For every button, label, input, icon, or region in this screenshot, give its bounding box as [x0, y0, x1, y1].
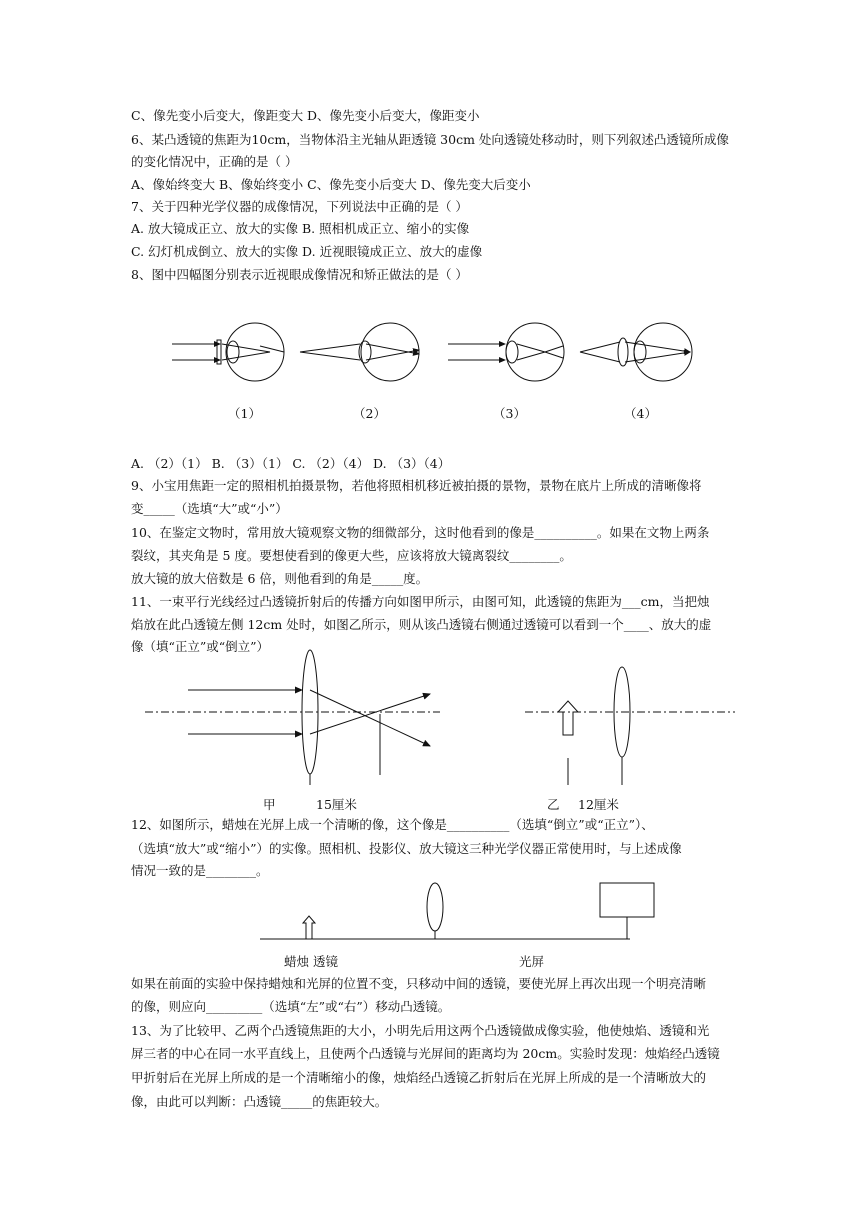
question-12-followup: 如果在前面的实验中保持蜡烛和光屏的位置不变，只移动中间的透镜，要使光屏上再次出现一个明亮清晰 — [131, 976, 707, 991]
eye-2 — [300, 323, 419, 381]
question-6-stem-cont: 的变化情况中，正确的是（ ） — [131, 154, 298, 169]
question-10-stem: 10、在鉴定文物时，常用放大镜观察文物的细微部分，这时他看到的像是__________。如果在文物上两条 — [131, 525, 710, 540]
question-9-blank: 变_____（选填“大”或“小”） — [131, 501, 288, 516]
question-13-stem: 13、为了比较甲、乙两个凸透镜焦距的大小，小明先后用这两个凸透镜做成像实验，他使烛焰、透镜和光 — [131, 1023, 710, 1038]
figure-11-jia-distance: 15厘米 — [316, 797, 357, 812]
question-6-options: A、像始终变大 B、像始终变小 C、像先变小后变大 D、像先变大后变小 — [131, 177, 531, 192]
eye-3 — [448, 323, 564, 381]
figure-11-yi-distance: 12厘米 — [578, 797, 619, 812]
eye-caption-4: （4） — [624, 406, 657, 421]
question-12-followup-blank: 的像，则应向_________（选填“左”或“右”）移动凸透镜。 — [131, 999, 451, 1014]
question-11-stem-cont: 焰放在此凸透镜左侧 12cm 处时，如图乙所示，则从该凸透镜右侧通过透镜可以看到一个____、放大的虚 — [131, 617, 712, 632]
eye-caption-3: （3） — [493, 406, 526, 421]
eye-diagrams — [160, 318, 720, 398]
eye-caption-2: （2） — [353, 406, 386, 421]
question-10-magnification: 放大镜的放大倍数是 6 倍，则他看到的角是_____度。 — [131, 571, 429, 586]
figure-11-jia-label: 甲 — [263, 797, 276, 812]
question-11-stem-end: 像（填“正立”或“倒立”） — [131, 639, 270, 654]
question-12-stem-cont: （选填“放大”或“缩小”）的实像。照相机、投影仪、放大镜这三种光学仪器正常使用时，与上述成像 — [131, 841, 682, 856]
eye-4 — [580, 323, 692, 381]
figure-12-screen-label: 光屏 — [519, 954, 545, 969]
question-13-blank: 像，由此可以判断：凸透镜_____的焦距较大。 — [131, 1094, 388, 1109]
figure-12 — [260, 878, 640, 948]
question-7-options-cd: C. 幻灯机成倒立、放大的实像 D. 近视眼镜成正立、放大的虚像 — [131, 244, 483, 259]
question-6-stem: 6、某凸透镜的焦距为10cm，当物体沿主光轴从距透镜 30cm 处向透镜处移动时，则下列叙述凸透镜所成像 — [131, 132, 729, 147]
question-13-stem-cont-2: 甲折射后在光屏上所成的是一个清晰缩小的像，烛焰经凸透镜乙折射后在光屏上所成的是一个清晰放大的 — [131, 1070, 707, 1085]
question-7-options-ab: A. 放大镜成正立、放大的实像 B. 照相机成正立、缩小的实像 — [131, 221, 470, 236]
question-12-stem-end: 情况一致的是________。 — [131, 863, 269, 878]
question-11-stem: 11、一束平行光线经过凸透镜折射后的传播方向如图甲所示，由图可知，此透镜的焦距为___cm，当把烛 — [131, 594, 710, 609]
question-8-options: A. （2）（1） B. （3）（1） C. （2）（4） D. （3）（4） — [131, 456, 451, 471]
question-9-stem: 9、小宝用焦距一定的照相机拍摄景物，若他将照相机移近被拍摄的景物，景物在底片上所成的清晰像将 — [131, 478, 702, 493]
question-8-stem: 8、图中四幅图分别表示近视眼成像情况和矫正做法的是（ ） — [131, 267, 468, 282]
figure-11 — [140, 650, 740, 790]
question-13-stem-cont-1: 屏三者的中心在同一水平直线上，且使两个凸透镜与光屏间的距离均为 20cm。实验时发现：烛焰经凸透镜 — [131, 1046, 720, 1061]
option-c-d-q5: C、像先变小后变大，像距变大 D、像先变小后变大，像距变小 — [131, 108, 480, 123]
eye-caption-1: （1） — [228, 406, 261, 421]
question-7-stem: 7、关于四种光学仪器的成像情况，下列说法中正确的是（ ） — [131, 199, 468, 214]
figure-12-candle-lens-label: 蜡烛 透镜 — [284, 954, 338, 969]
figure-11-yi-label: 乙 — [547, 797, 560, 812]
question-10-stem-cont: 裂纹，其夹角是 5 度。要想使看到的像更大些，应该将放大镜离裂纹________。 — [131, 548, 572, 563]
eye-1 — [172, 323, 284, 381]
question-12-stem: 12、如图所示，蜡烛在光屏上成一个清晰的像，这个像是__________（选填“倒立”或“正立”）、 — [131, 817, 654, 832]
